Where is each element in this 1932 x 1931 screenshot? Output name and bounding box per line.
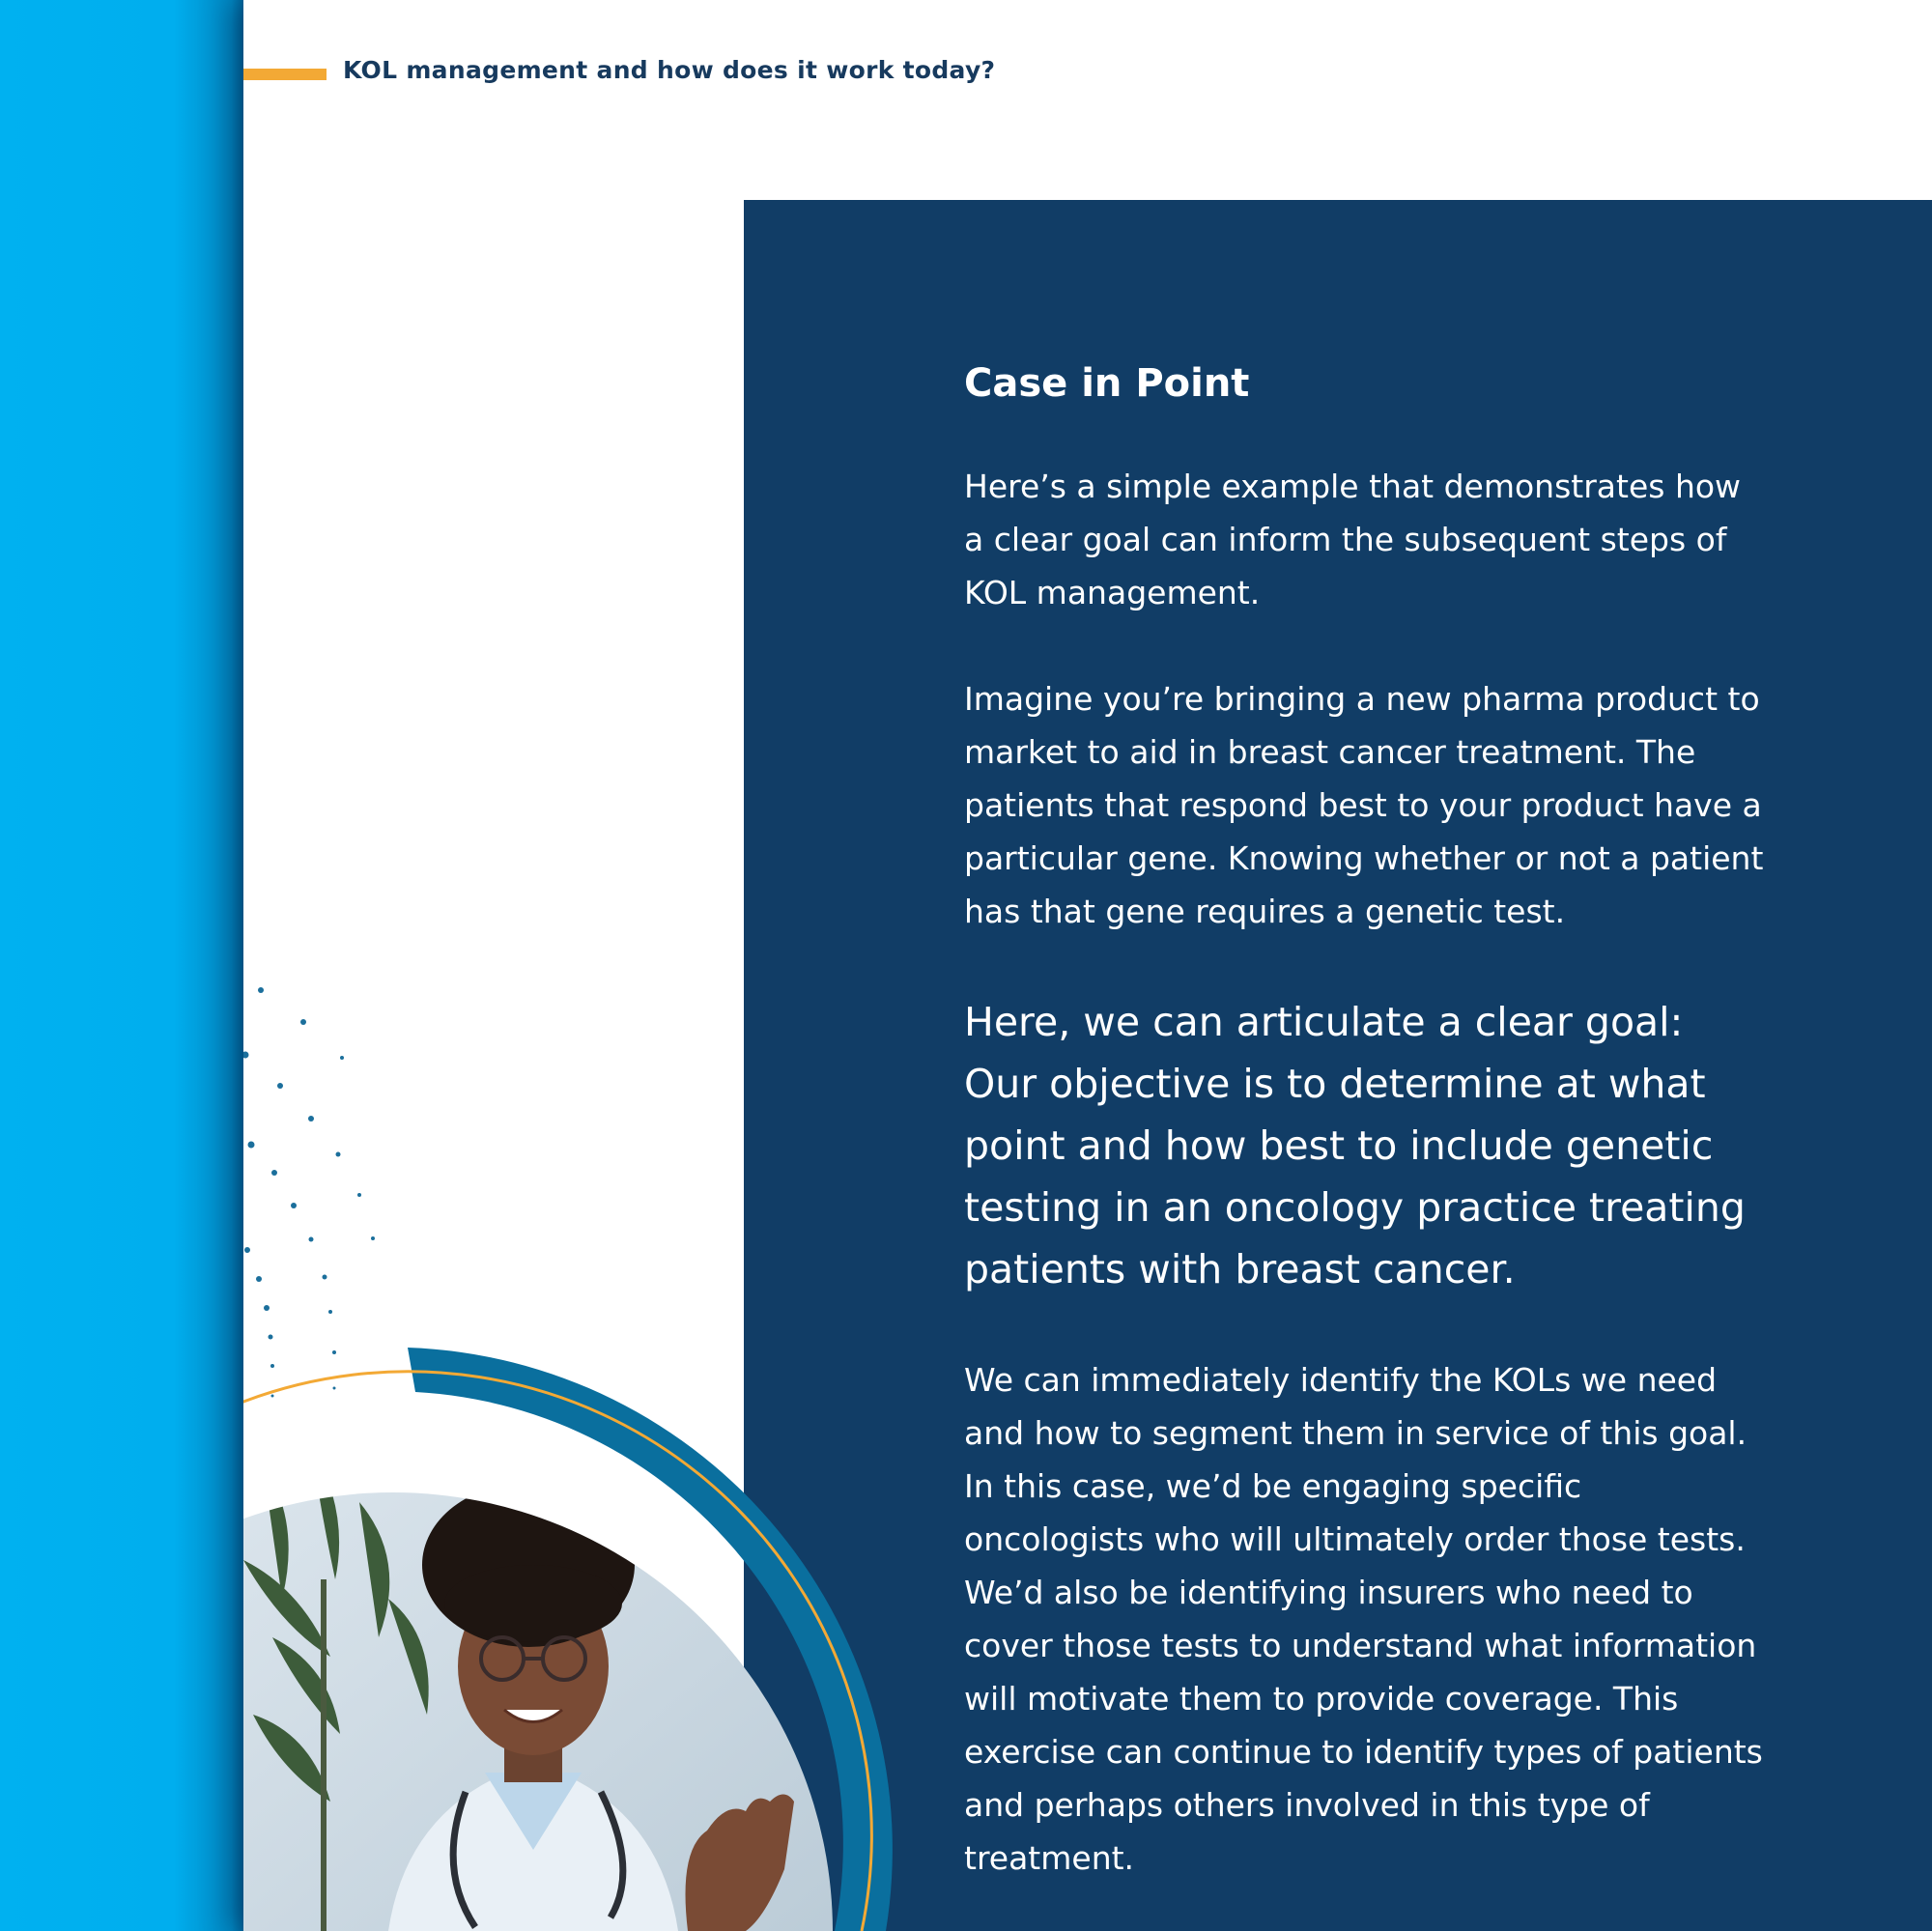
header-accent-bar bbox=[243, 69, 327, 80]
case-study-content bbox=[964, 357, 1766, 1885]
intro-paragraph: Here’s a simple example that demonstrates how a clear goal can inform the subsequent steps of KOL management. bbox=[964, 468, 1742, 611]
conclusion-paragraph: We can immediately identify the KOLs we need and how to segment them in service of this goal. In this case, we’d be engaging specific oncologists who will ultimately order those tests. We’d also be identifying insurers who need to cover those tests to understand what information will motivate them to provide coverage. This exercise can continue to identify types of patients and perhaps others involved in this type of treatment. bbox=[964, 1361, 1763, 1877]
left-color-band bbox=[0, 0, 243, 1931]
case-study-heading: Case in Point bbox=[964, 361, 1250, 406]
doctor-photo bbox=[243, 1348, 920, 1931]
scenario-paragraph: Imagine you’re bringing a new pharma product to market to aid in breast cancer treatment. The patients that respond best to your product have a particular gene. Knowing whether or not a patient has that gene requires a genetic test. bbox=[964, 680, 1764, 930]
goal-statement: Here, we can articulate a clear goal: Our objective is to determine at what point and how best to include genetic testing in an oncology practice treating patients with breast cancer. bbox=[964, 999, 1746, 1292]
dot-pattern-decoration bbox=[243, 966, 398, 1410]
doctor-photo-icon bbox=[243, 1348, 920, 1931]
section-title: KOL management and how does it work today? bbox=[343, 56, 996, 84]
